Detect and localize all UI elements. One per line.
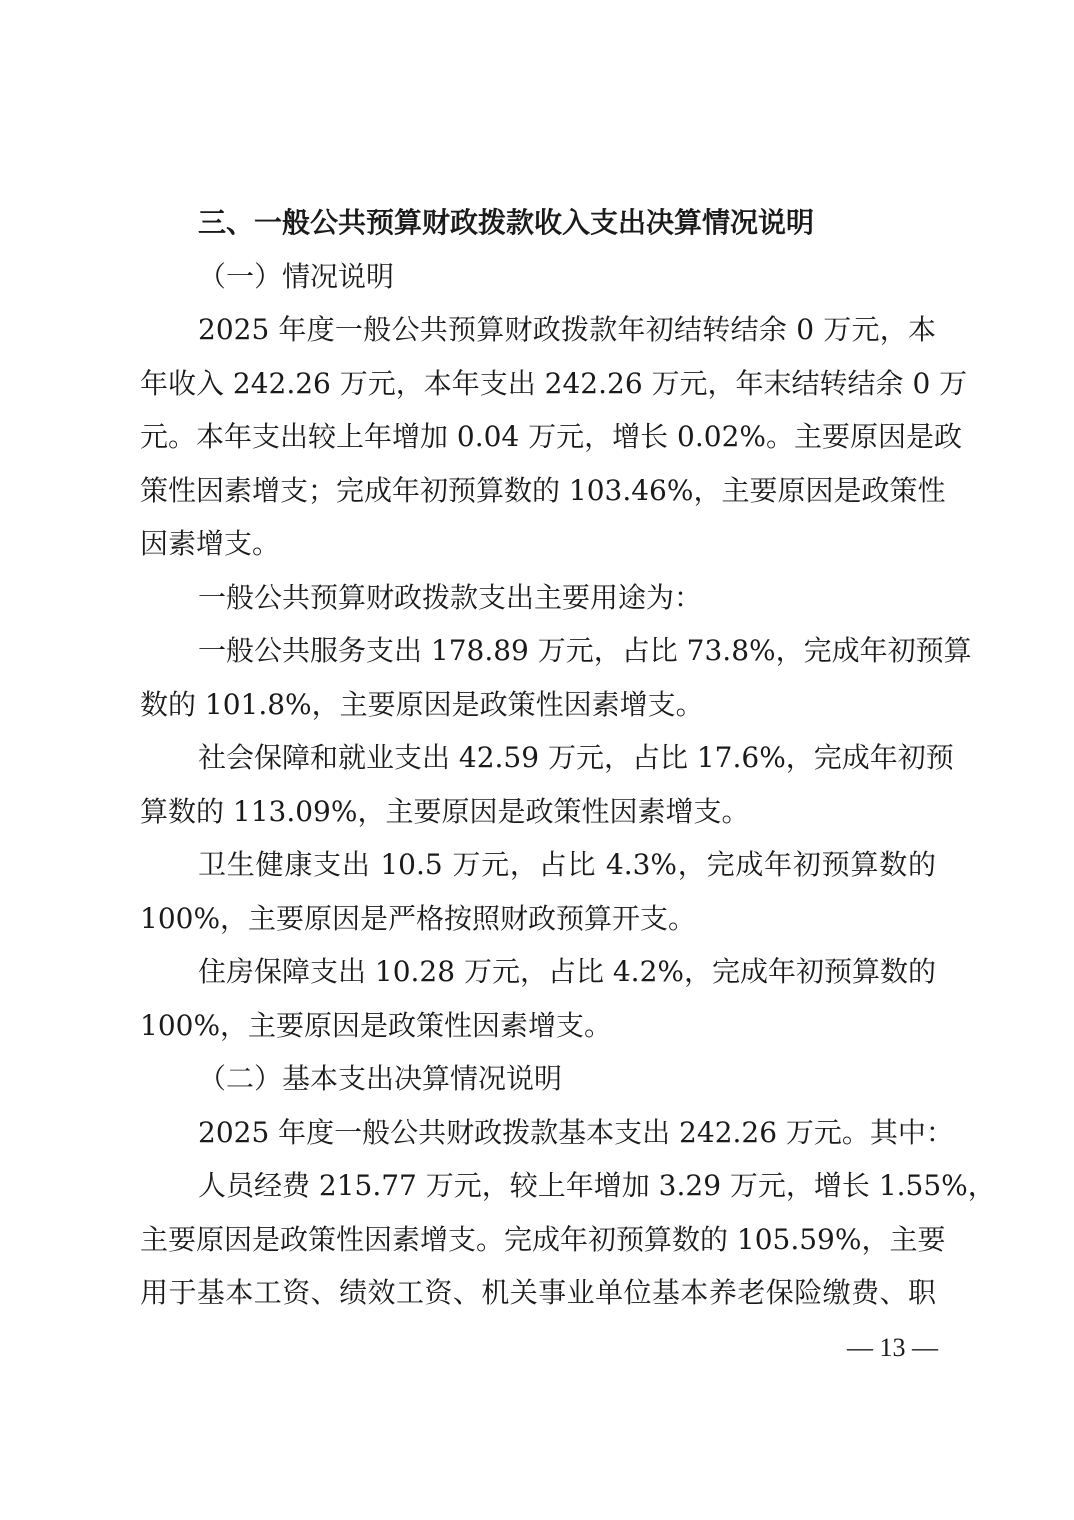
text-line: 元。本年支出较上年增加 0.04 万元，增长 0.02%。主要原因是政 xyxy=(140,420,962,453)
text-line: 2025 年度一般公共预算财政拨款年初结转结余 0 万元，本 xyxy=(198,313,936,346)
text-line: 年收入 242.26 万元，本年支出 242.26 万元，年末结转结余 0 万 xyxy=(140,366,968,400)
text-line: 卫生健康支出 10.5 万元，占比 4.3%，完成年初预算数的 xyxy=(198,848,936,881)
text-line: 主要原因是政策性因素增支。完成年初预算数的 105.59%，主要 xyxy=(140,1222,946,1256)
page-number: — 13 — xyxy=(847,1333,938,1362)
text-line: 策性因素增支；完成年初预算数的 103.46%，主要原因是政策性 xyxy=(140,473,946,507)
text-line: 住房保障支出 10.28 万元，占比 4.2%，完成年初预算数的 xyxy=(198,955,936,988)
text-line: 算数的 113.09%，主要原因是政策性因素增支。 xyxy=(140,794,750,828)
text-line: 因素增支。 xyxy=(140,527,281,560)
paragraph-personnel-costs xyxy=(140,1159,996,1320)
paragraph-social-security xyxy=(140,731,954,838)
subsection-heading-1: （一）情况说明 xyxy=(198,259,395,293)
paragraph-general-public-services xyxy=(140,624,972,731)
text-line: 100%，主要原因是严格按照财政预算开支。 xyxy=(140,901,697,935)
paragraph-housing xyxy=(140,945,936,1052)
text-line: 100%，主要原因是政策性因素增支。 xyxy=(140,1008,613,1042)
text-line: 数的 101.8%，主要原因是政策性因素增支。 xyxy=(140,687,704,721)
paragraph-main-uses xyxy=(140,571,936,625)
text-line: 一般公共服务支出 178.89 万元，占比 73.8%，完成年初预算 xyxy=(198,634,972,667)
text-line: 社会保障和就业支出 42.59 万元，占比 17.6%，完成年初预 xyxy=(198,741,954,774)
subsection-heading-2: （二）基本支出决算情况说明 xyxy=(198,1062,563,1095)
paragraph-basic-expenditure xyxy=(140,1106,954,1160)
paragraph-carryover xyxy=(140,303,968,571)
document-body xyxy=(140,196,996,1320)
text-line: 用于基本工资、绩效工资、机关事业单位基本养老保险缴费、职 xyxy=(140,1276,936,1309)
paragraph-health xyxy=(140,838,936,945)
section-heading: 三、一般公共预算财政拨款收入支出决算情况说明 xyxy=(198,206,815,239)
text-line: 人员经费 215.77 万元，较上年增加 3.29 万元，增长 1.55%， xyxy=(198,1169,996,1202)
text-line: 2025 年度一般公共财政拨款基本支出 242.26 万元。其中： xyxy=(198,1115,954,1149)
text-line: 一般公共预算财政拨款支出主要用途为： xyxy=(198,580,703,614)
